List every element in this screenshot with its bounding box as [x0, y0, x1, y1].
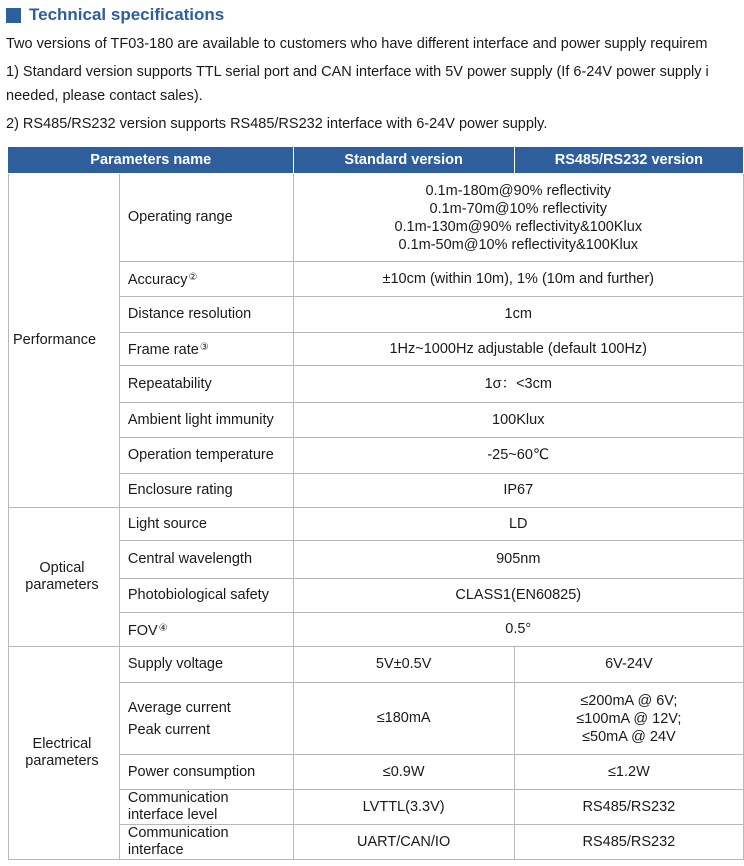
- table-row: [9, 790, 744, 825]
- section-title: Technical specifications: [29, 5, 225, 24]
- table-row: [9, 297, 744, 333]
- param-fov-label: FOV: [127, 622, 158, 639]
- header-rs: RS485/RS232 version: [514, 147, 743, 174]
- param-operating-range: Operating range: [119, 174, 293, 262]
- table-header-row: [9, 147, 744, 174]
- value-repeatability: 1σ：<3cm: [293, 366, 743, 403]
- intro-line-2: 1) Standard version supports TTL serial port and CAN interface with 5V power supply (If 6-24V power supply i: [6, 64, 709, 80]
- section-heading: [6, 4, 224, 26]
- footnote-marker: ②: [188, 272, 198, 283]
- table-row: [9, 474, 744, 508]
- param-distance-resolution: Distance resolution: [119, 297, 293, 333]
- intro-line-4: 2) RS485/RS232 version supports RS485/RS232 interface with 6-24V power supply.: [6, 116, 548, 132]
- table-row: [9, 438, 744, 474]
- table-row: [9, 683, 744, 755]
- current-line: ≤200mA @ 6V;: [580, 692, 678, 709]
- table-row: [9, 755, 744, 790]
- table-row: [9, 403, 744, 438]
- param-peak-current: Peak current: [127, 721, 211, 738]
- value-power-rs: ≤1.2W: [514, 755, 743, 790]
- value-distance-resolution: 1cm: [293, 297, 743, 333]
- intro-line-3: needed, please contact sales).: [6, 88, 203, 104]
- param-average-current: Average current: [127, 699, 231, 716]
- param-enclosure-rating: Enclosure rating: [119, 474, 293, 508]
- table-row: [9, 262, 744, 297]
- param-current: [119, 683, 293, 755]
- param-frame-rate-label: Frame rate: [127, 342, 199, 358]
- heading-square-icon: [6, 8, 21, 23]
- intro-line-1: Two versions of TF03-180 are available to customers who have different interface and power supply requirem: [6, 36, 708, 52]
- value-enclosure-rating: IP67: [293, 474, 743, 508]
- value-light-source: LD: [293, 508, 743, 541]
- param-comm-interface-level: Communication interface level: [119, 790, 293, 825]
- value-photobiological-safety: CLASS1(EN60825): [293, 579, 743, 613]
- value-central-wavelength: 905nm: [293, 541, 743, 579]
- value-fov: 0.5°: [293, 613, 743, 647]
- param-repeatability: Repeatability: [119, 366, 293, 403]
- value-operating-range: [293, 174, 743, 262]
- group-optical: Optical parameters: [9, 508, 120, 647]
- param-supply-voltage: Supply voltage: [119, 647, 293, 683]
- param-frame-rate: [119, 333, 293, 366]
- value-comm-level-standard: LVTTL(3.3V): [293, 790, 514, 825]
- value-accuracy: ±10cm (within 10m), 1% (10m and further): [293, 262, 743, 297]
- param-central-wavelength: Central wavelength: [119, 541, 293, 579]
- group-electrical: Electrical parameters: [9, 647, 120, 860]
- value-ambient-light: 100Klux: [293, 403, 743, 438]
- table-row: [9, 825, 744, 860]
- footnote-marker: ④: [158, 622, 168, 634]
- value-comm-iface-rs: RS485/RS232: [514, 825, 743, 860]
- param-ambient-light: Ambient light immunity: [119, 403, 293, 438]
- current-line: ≤50mA @ 24V: [582, 728, 676, 745]
- value-comm-iface-standard: UART/CAN/IO: [293, 825, 514, 860]
- param-light-source: Light source: [119, 508, 293, 541]
- footnote-marker: ③: [199, 342, 209, 353]
- header-params: Parameters name: [9, 147, 294, 174]
- value-power-standard: ≤0.9W: [293, 755, 514, 790]
- table-row: [9, 366, 744, 403]
- table-row: [9, 647, 744, 683]
- param-operation-temperature: Operation temperature: [119, 438, 293, 474]
- param-power-consumption: Power consumption: [119, 755, 293, 790]
- value-frame-rate: 1Hz~1000Hz adjustable (default 100Hz): [293, 333, 743, 366]
- value-supply-voltage-rs: 6V-24V: [514, 647, 743, 683]
- value-operation-temperature: -25~60℃: [293, 438, 743, 474]
- header-standard: Standard version: [293, 147, 514, 174]
- value-current-standard: ≤180mA: [293, 683, 514, 755]
- value-supply-voltage-standard: 5V±0.5V: [293, 647, 514, 683]
- table-row: [9, 333, 744, 366]
- table-row: [9, 174, 744, 262]
- value-comm-level-rs: RS485/RS232: [514, 790, 743, 825]
- param-photobiological-safety: Photobiological safety: [119, 579, 293, 613]
- range-line: 0.1m-180m@90% reflectivity: [425, 182, 612, 199]
- range-line: 0.1m-50m@10% reflectivity&100Klux: [398, 236, 639, 253]
- value-current-rs: [514, 683, 743, 755]
- range-line: 0.1m-130m@90% reflectivity&100Klux: [394, 218, 643, 235]
- param-accuracy: [119, 262, 293, 297]
- param-comm-interface: Communication interface: [119, 825, 293, 860]
- table-row: [9, 613, 744, 647]
- table-row: [9, 541, 744, 579]
- param-accuracy-label: Accuracy: [127, 272, 188, 288]
- spec-table: [8, 146, 744, 860]
- group-performance: Performance: [9, 174, 120, 508]
- range-line: 0.1m-70m@10% reflectivity: [429, 200, 607, 217]
- table-row: [9, 508, 744, 541]
- table-row: [9, 579, 744, 613]
- param-fov: [119, 613, 293, 647]
- current-line: ≤100mA @ 12V;: [576, 710, 682, 727]
